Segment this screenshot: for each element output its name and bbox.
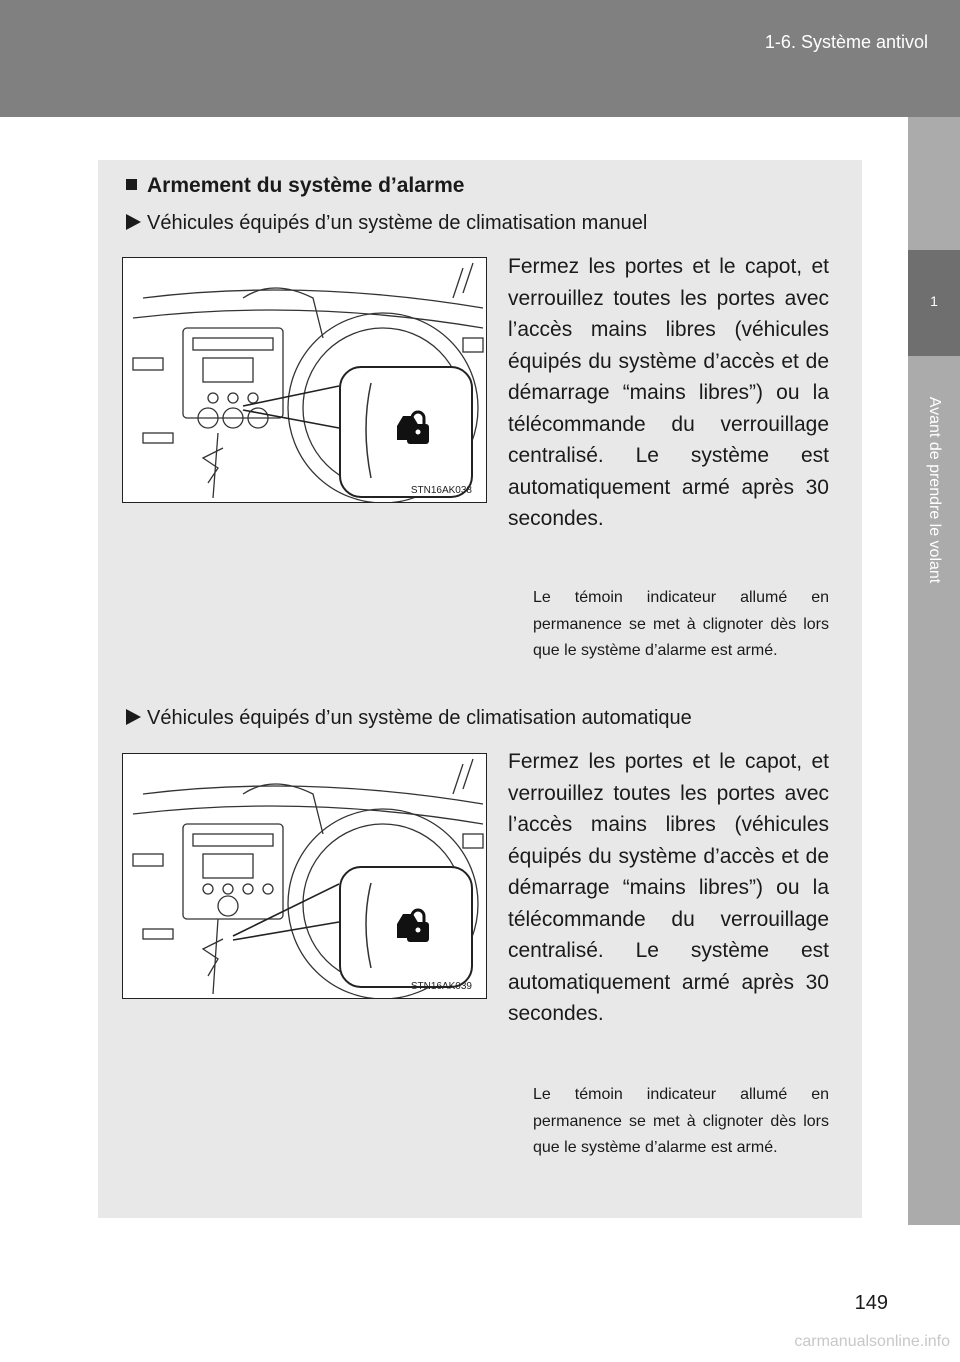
dashboard-illustration-automatic bbox=[122, 753, 487, 999]
chapter-tab bbox=[908, 250, 960, 356]
subheading-manual: Véhicules équipés d’un système de climatisation manuel bbox=[126, 212, 647, 235]
square-bullet-icon bbox=[126, 179, 137, 190]
chapter-number: 1 bbox=[930, 293, 938, 309]
instruction-text-automatic: Fermez les portes et le capot, et verrouillez toutes les portes avec l’accès mains libres (véhicules équipés du système d’accès et de démarrage “mains libres”) ou la télécommande du verrouillage centralisé. Le système est automatiquement armé après 30 secondes. bbox=[508, 750, 829, 1025]
watermark-url: carmanualsonline.info bbox=[794, 1333, 950, 1350]
figure-code: STN16AK039 bbox=[410, 981, 472, 992]
note-text-automatic: Le témoin indicateur allumé en permanence se met à clignoter dès lors que le système d’alarme est armé. bbox=[533, 1086, 829, 1156]
chapter-label: Avant de prendre le volant bbox=[926, 396, 943, 584]
page-number: 149 bbox=[854, 1292, 888, 1314]
triangle-bullet-icon bbox=[126, 214, 141, 230]
subheading-automatic: Véhicules équipés d’un système de climatisation automatique bbox=[126, 707, 692, 730]
page-header bbox=[0, 0, 960, 117]
chapter-title: 1-6. Système antivol bbox=[764, 32, 928, 52]
instruction-text-manual: Fermez les portes et le capot, et verrouillez toutes les portes avec l’accès mains libres (véhicules équipés du système d’accès et de démarrage “mains libres”) ou la télécommande du verrouillage centralisé. Le système est automatiquement armé après 30 secondes. bbox=[508, 255, 829, 530]
note-text-manual: Le témoin indicateur allumé en permanence se met à clignoter dès lors que le système d’alarme est armé. bbox=[533, 589, 829, 659]
figure-code: STN16AK038 bbox=[410, 485, 472, 496]
triangle-bullet-icon bbox=[126, 709, 141, 725]
section-heading: Armement du système d’alarme bbox=[126, 174, 464, 198]
dashboard-illustration-manual bbox=[122, 257, 487, 503]
